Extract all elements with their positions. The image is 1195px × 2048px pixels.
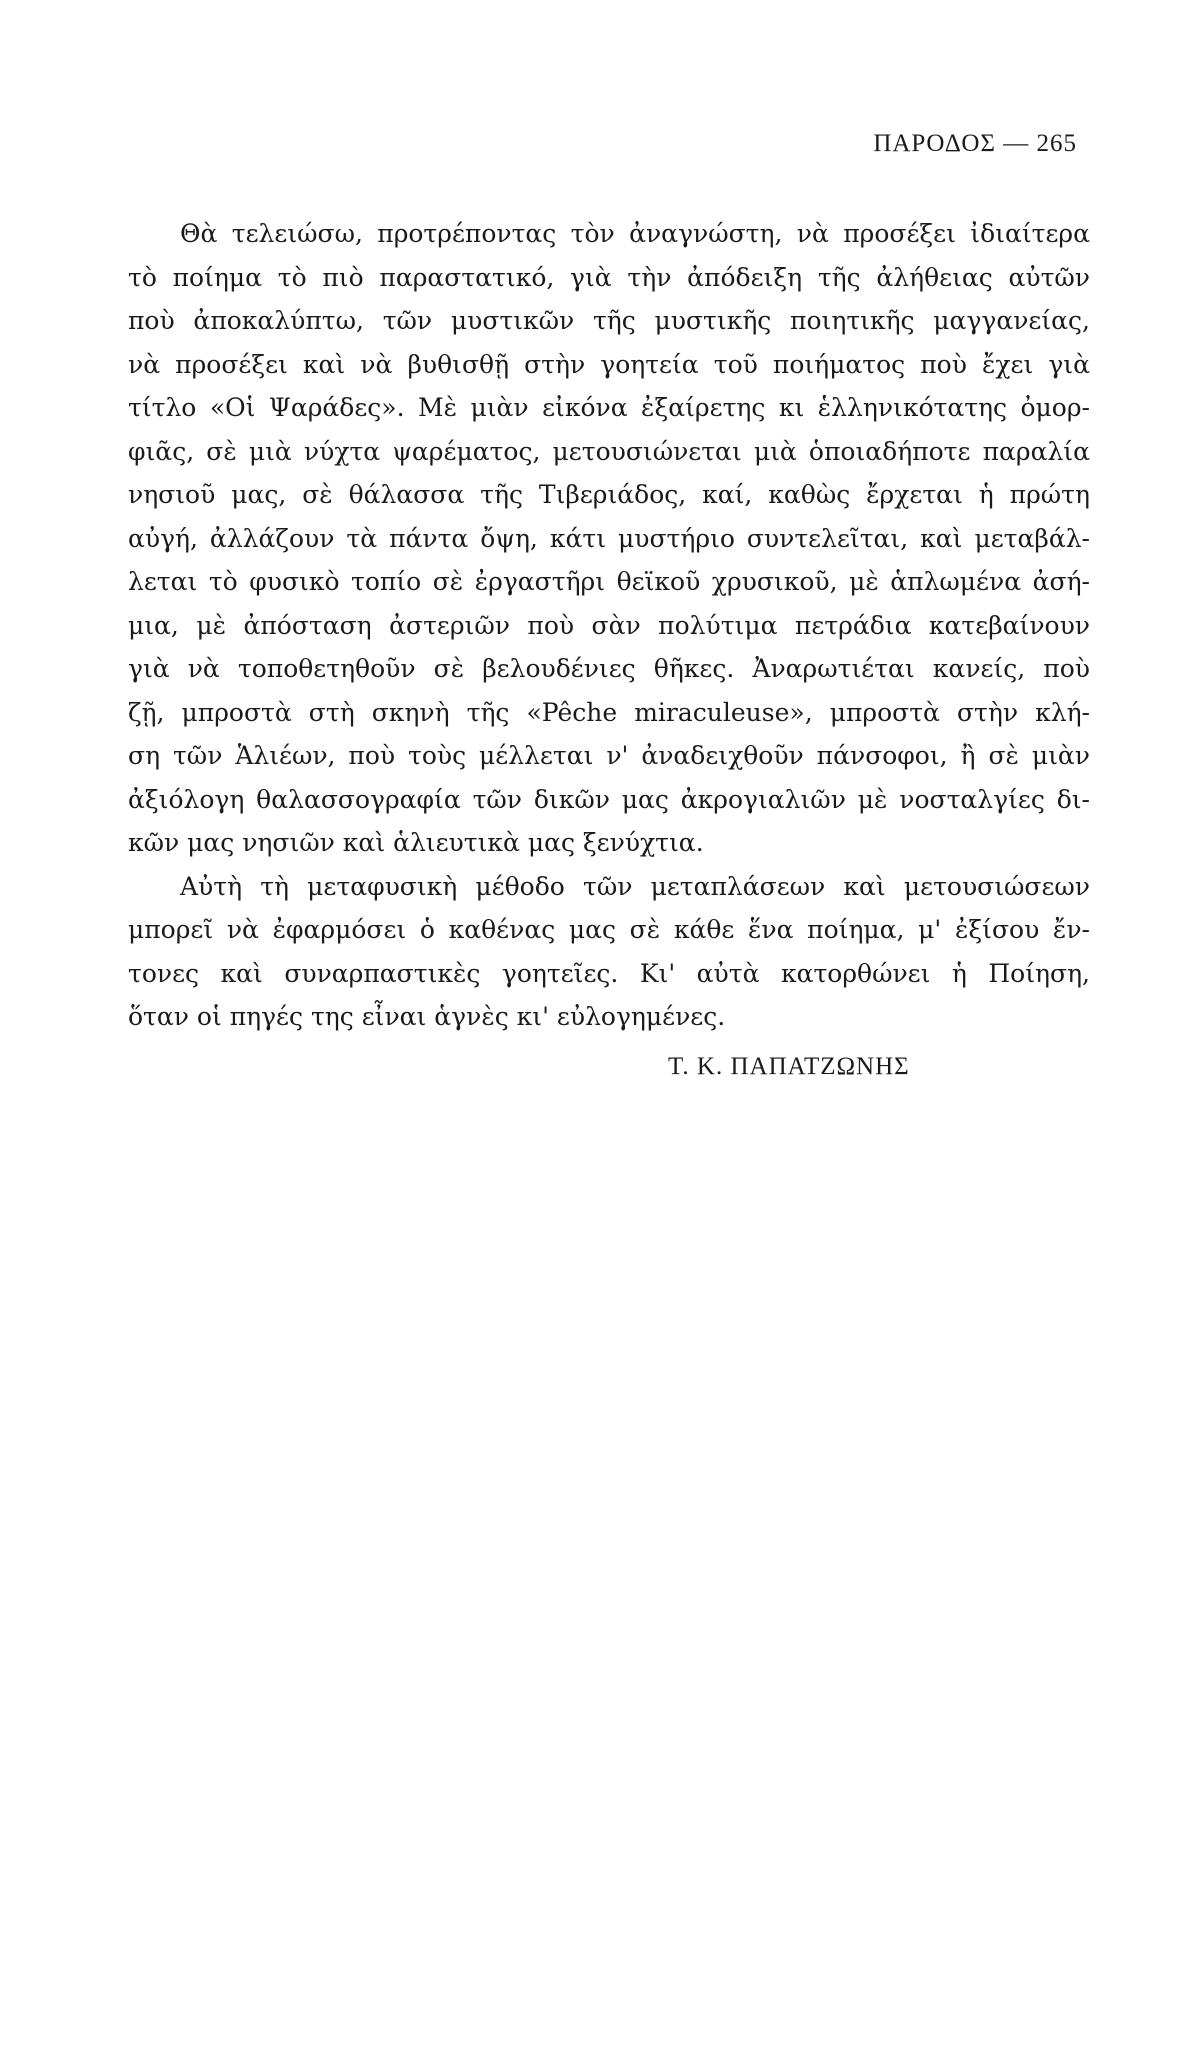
text-line: μια, μὲ ἀπόσταση ἀστεριῶν ποὺ σὰν πολύτιμα πετράδια κατεβαίνουν <box>128 610 1090 640</box>
text-line: τὸ ποίημα τὸ πιὸ παραστατικό, γιὰ τὴν ἀπόδειξη τῆς ἀλήθειας αὐτῶν <box>128 262 1090 292</box>
text-line: αὐγή, ἀλλάζουν τὰ πάντα ὄψη, κάτι μυστήριο συντελεῖται, καὶ μεταβάλ- <box>128 523 1090 553</box>
text-line: τίτλο «Οἱ Ψαράδες». Μὲ μιὰν εἰκόνα ἐξαίρετης κι ἑλληνικότατης ὀμορ- <box>128 393 1090 422</box>
text-line: ποὺ ἀποκαλύπτω, τῶν μυστικῶν τῆς μυστικῆς ποιητικῆς μαγγανείας, <box>128 306 1090 335</box>
text-line: νησιοῦ μας, σὲ θάλασσα τῆς Τιβεριάδος, καί, καθὼς ἔρχεται ἡ πρώτη <box>128 480 1090 509</box>
text-line: τονες καὶ συναρπαστικὲς γοητεῖες. Κι' αὐτὰ κατορθώνει ἡ Ποίηση, <box>128 958 1090 988</box>
body-text <box>128 212 1090 1039</box>
text-line: Θὰ τελειώσω, προτρέποντας τὸν ἀναγνώστη, νὰ προσέξει ἰδιαίτερα <box>180 219 1090 248</box>
text-line: φιᾶς, σὲ μιὰ νύχτα ψαρέματος, μετουσιώνεται μιὰ ὁποιαδήποτε παραλία <box>128 436 1090 466</box>
text-line: ση τῶν Ἁλιέων, ποὺ τοὺς μέλλεται ν' ἀναδειχθοῦν πάνσοφοι, ἢ σὲ μιὰν <box>128 741 1090 770</box>
text-line: ὅταν οἱ πηγές της εἶναι ἁγνὲς κι' εὐλογημένες. <box>128 1002 726 1031</box>
text-line: μπορεῖ νὰ ἐφαρμόσει ὁ καθένας μας σὲ κάθε ἕνα ποίημα, μ' ἐξίσου ἔν- <box>128 915 1090 944</box>
text-line: κῶν μας νησιῶν καὶ ἁλιευτικὰ μας ξενύχτια. <box>128 828 704 857</box>
text-line: ἀξιόλογη θαλασσογραφία τῶν δικῶν μας ἀκρογιαλιῶν μὲ νοσταλγίες δι- <box>128 784 1090 814</box>
text-line: Αὐτὴ τὴ μεταφυσικὴ μέθοδο τῶν μεταπλάσεων καὶ μετουσιώσεων <box>180 871 1090 901</box>
text-line: γιὰ νὰ τοποθετηθοῦν σὲ βελουδένιες θῆκες. Ἀναρωτιέται κανείς, ποὺ <box>128 654 1090 683</box>
running-head: ΠΑΡΟΔΟΣ — 265 <box>873 130 1077 157</box>
text-line: ζῇ, μπροστὰ στὴ σκηνὴ τῆς «Pêche miraculeuse», μπροστὰ στὴν κλή- <box>128 697 1090 727</box>
author-signature: Τ. Κ. ΠΑΠΑΤΖΩΝΗΣ <box>668 1053 910 1080</box>
text-line: νὰ προσέξει καὶ νὰ βυθισθῇ στὴν γοητεία τοῦ ποιήματος ποὺ ἔχει γιὰ <box>128 349 1090 379</box>
text-line: λεται τὸ φυσικὸ τοπίο σὲ ἐργαστῆρι θεϊκοῦ χρυσικοῦ, μὲ ἁπλωμένα ἀσή- <box>128 567 1090 596</box>
